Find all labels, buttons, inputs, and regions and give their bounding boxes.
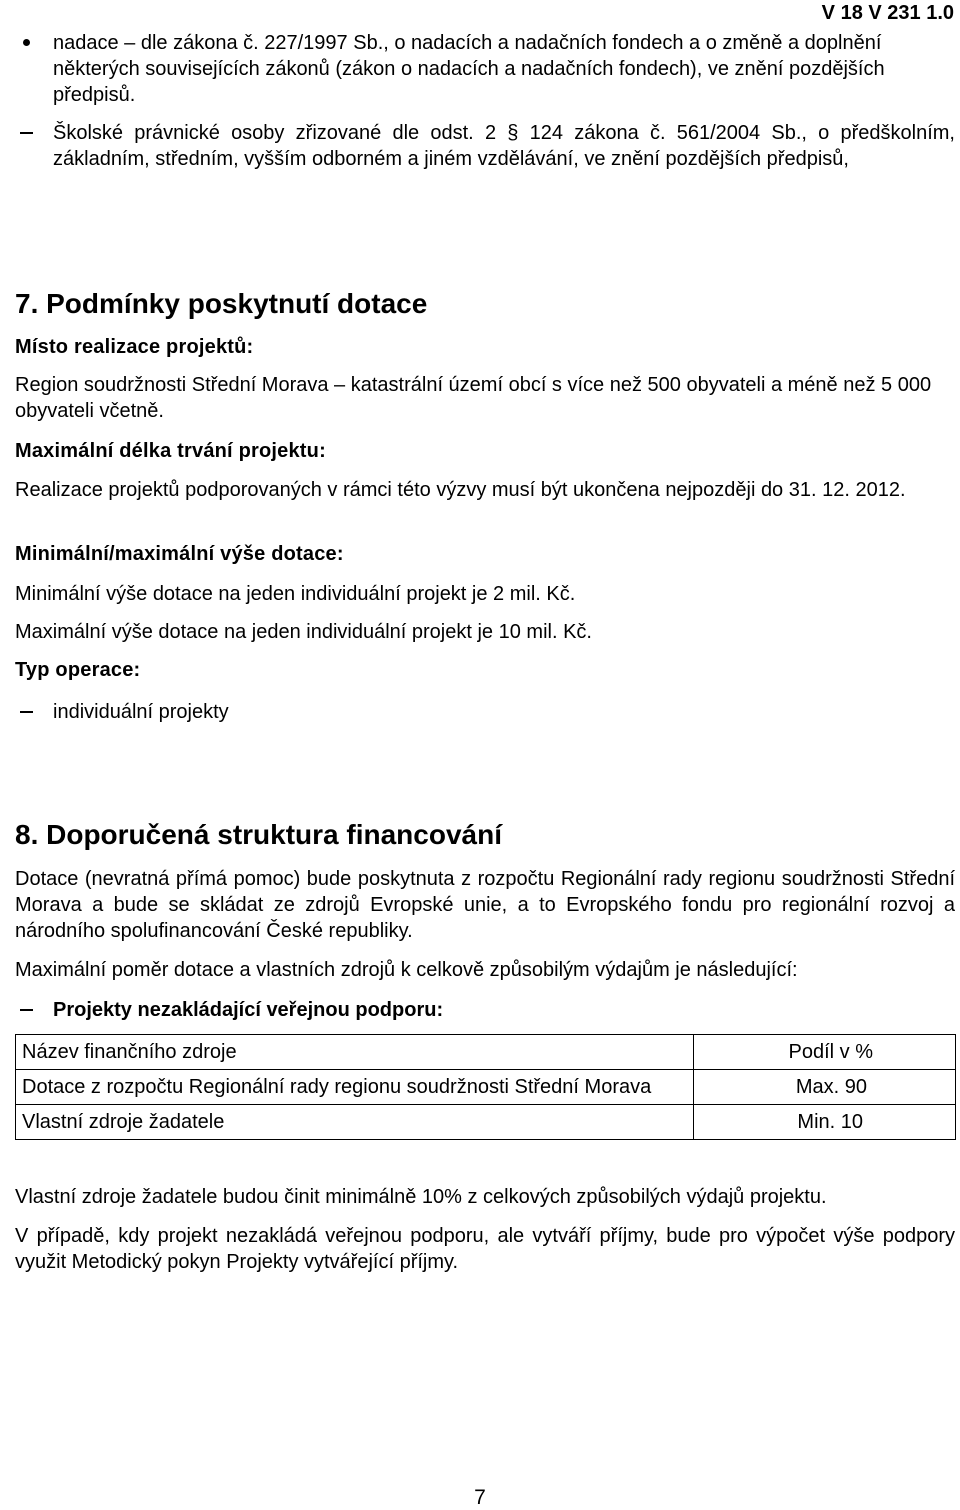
duration-label: Maximální délka trvání projektu:	[15, 440, 326, 462]
type-label: Typ operace:	[15, 659, 141, 681]
table-header-row	[16, 1035, 956, 1070]
projects-label: Projekty nezakládající veřejnou podporu:	[53, 999, 444, 1021]
list-item	[15, 997, 955, 1023]
place-label: Místo realizace projektů:	[15, 336, 254, 358]
place-text: Region soudržnosti Střední Morava – katastrální území obcí s více než 500 obyvateli a méně než 5 000 obyvateli včetně.	[15, 374, 932, 422]
amount-label: Minimální/maximální výše dotace:	[15, 543, 344, 565]
table-header-cell: Podíl v %	[694, 1035, 956, 1070]
amount-min-text: Minimální výše dotace na jeden individuální projekt je 2 mil. Kč.	[15, 583, 576, 605]
table-header-cell: Název finančního zdroje	[16, 1035, 694, 1070]
list-item	[15, 699, 955, 725]
list-item	[15, 30, 955, 108]
note-own-resources: Vlastní zdroje žadatele budou činit minimálně 10% z celkových způsobilých výdajů projektu.	[15, 1186, 827, 1208]
list-item-text: nadace – dle zákona č. 227/1997 Sb., o nadacích a nadačních fondech a o změně a doplnění některých souvisejících zákonů (zákon o nadacích a nadačních fondech), ve znění pozdějších předpisů.	[53, 32, 885, 106]
amount-max-text: Maximální výše dotace na jeden individuální projekt je 10 mil. Kč.	[15, 621, 592, 643]
section-7-heading: 7. Podmínky poskytnutí dotace	[15, 288, 428, 319]
list-item-text: Školské právnické osoby zřizované dle odst. 2 § 124 zákona č. 561/2004 Sb., o předškolním, základním, středním, vyšším odborném a jiném vzdělávání, ve znění pozdějších předpisů,	[53, 122, 955, 170]
note-revenue-projects: V případě, kdy projekt nezakládá veřejnou podporu, ale vytváří příjmy, bude pro výpočet výše podpory využit Metodický pokyn Projekty vytvářející příjmy.	[15, 1225, 955, 1273]
dash-icon	[15, 997, 45, 1023]
dash-icon	[15, 699, 45, 725]
table-cell: Max. 90	[694, 1070, 956, 1105]
table-cell: Dotace z rozpočtu Regionální rady regionu soudržnosti Střední Morava	[16, 1070, 694, 1105]
financing-table	[15, 1034, 956, 1140]
table-row	[16, 1105, 956, 1140]
page-number: 7	[474, 1486, 486, 1509]
dash-icon	[15, 120, 45, 146]
document-code: V 18 V 231 1.0	[821, 2, 954, 24]
ratio-text: Maximální poměr dotace a vlastních zdrojů k celkově způsobilým výdajům je následující:	[15, 959, 798, 981]
table-row	[16, 1070, 956, 1105]
bullet-icon	[15, 30, 45, 56]
table-cell: Vlastní zdroje žadatele	[16, 1105, 694, 1140]
list-item	[15, 120, 955, 172]
section-8-heading: 8. Doporučená struktura financování	[15, 819, 502, 850]
financing-intro: Dotace (nevratná přímá pomoc) bude poskytnuta z rozpočtu Regionální rady regionu soudržnosti Střední Morava a bude se skládat ze zdrojů Evropské unie, a to Evropského fondu pro regionální rozvoj a národního spolufinancování České republiky.	[15, 868, 955, 942]
duration-text: Realizace projektů podporovaných v rámci této výzvy musí být ukončena nejpozději do 31. 12. 2012.	[15, 479, 906, 501]
table-cell: Min. 10	[694, 1105, 956, 1140]
list-item-text: individuální projekty	[53, 701, 229, 723]
